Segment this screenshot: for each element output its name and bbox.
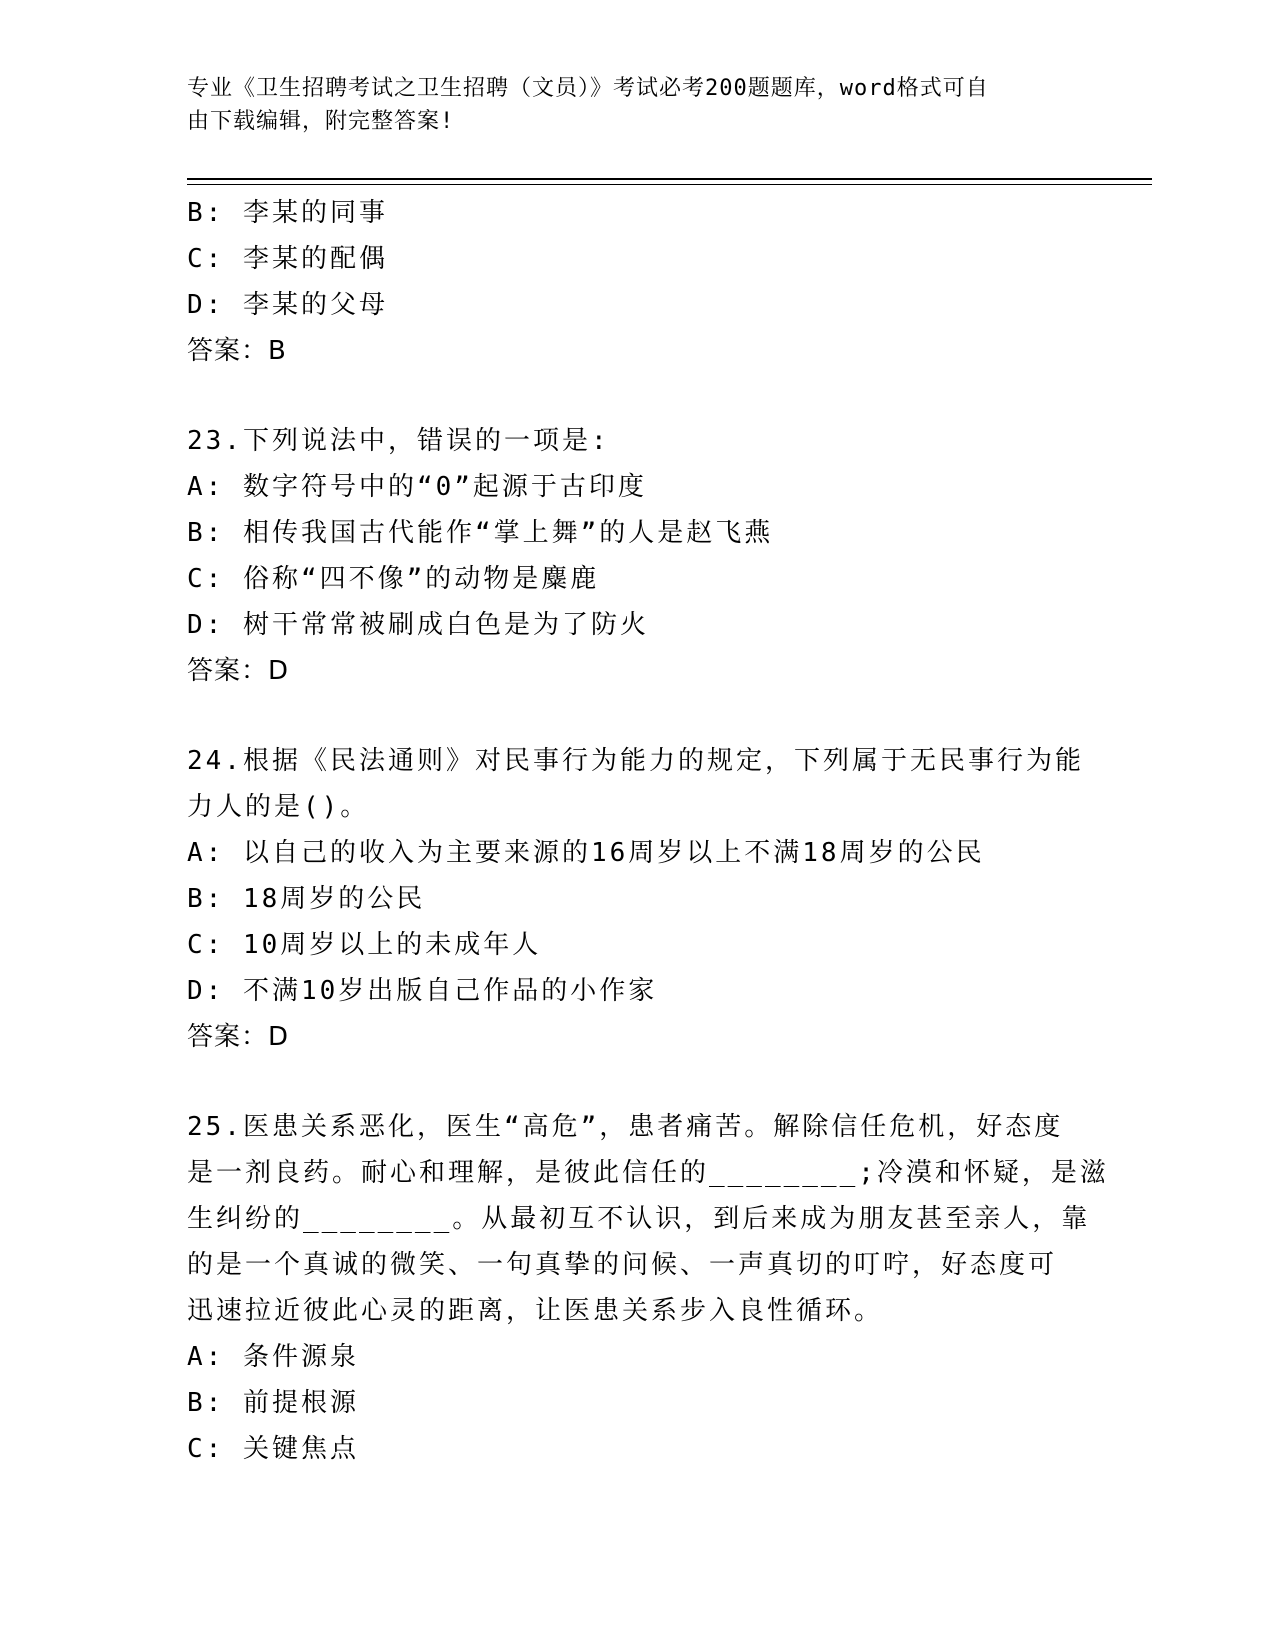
option-c: C: 俗称“四不像”的动物是麋鹿 <box>187 564 600 594</box>
question-stem-line-1: 25.医患关系恶化，医生“高危”，患者痛苦。解除信任危机，好态度 <box>187 1112 1064 1142</box>
option-a: A: 条件源泉 <box>187 1342 359 1372</box>
option-c: C: 关键焦点 <box>187 1434 359 1464</box>
header-divider-thin <box>187 184 1152 185</box>
option-b: B: 18周岁的公民 <box>187 884 426 914</box>
question-stem-line-2: 是一剂良药。耐心和理解，是彼此信任的________;冷漠和怀疑，是滋 <box>187 1158 1109 1188</box>
option-c: C: 李某的配偶 <box>187 244 388 274</box>
question-22 <box>187 190 1087 374</box>
question-stem-line-2: 力人的是()。 <box>187 792 370 822</box>
question-stem-line-3: 生纠纷的________。从最初互不认识，到后来成为朋友甚至亲人，靠 <box>187 1204 1091 1234</box>
answer-label: 答案：D <box>187 1022 290 1052</box>
answer-label: 答案：B <box>187 336 287 366</box>
option-b: B: 前提根源 <box>187 1388 359 1418</box>
question-stem: 23.下列说法中，错误的一项是: <box>187 426 610 456</box>
option-b: B: 相传我国古代能作“掌上舞”的人是赵飞燕 <box>187 518 774 548</box>
question-stem-line-5: 迅速拉近彼此心灵的距离，让医患关系步入良性循环。 <box>187 1296 884 1326</box>
question-list <box>187 190 1109 1472</box>
option-a: A: 数字符号中的“0”起源于古印度 <box>187 472 647 502</box>
option-d: D: 树干常常被刷成白色是为了防火 <box>187 610 649 640</box>
answer-label: 答案：D <box>187 656 290 686</box>
option-d: D: 李某的父母 <box>187 290 388 320</box>
question-stem-line-1: 24.根据《民法通则》对民事行为能力的规定，下列属于无民事行为能 <box>187 746 1084 776</box>
question-25 <box>187 1104 1109 1472</box>
question-23 <box>187 418 1087 694</box>
header-line-1: 专业《卫生招聘考试之卫生招聘（文员）》考试必考200题题库，word格式可自 <box>187 76 989 101</box>
option-b: B: 李某的同事 <box>187 198 388 228</box>
option-c: C: 10周岁以上的未成年人 <box>187 930 542 960</box>
question-stem-line-4: 的是一个真诚的微笑、一句真挚的问候、一声真切的叮咛，好态度可 <box>187 1250 1058 1280</box>
document-header <box>187 72 1067 138</box>
header-line-2: 由下载编辑，附完整答案! <box>187 109 455 134</box>
header-divider-thick <box>187 178 1152 180</box>
option-d: D: 不满10岁出版自己作品的小作家 <box>187 976 658 1006</box>
question-24 <box>187 738 1087 1060</box>
option-a: A: 以自己的收入为主要来源的16周岁以上不满18周岁的公民 <box>187 838 985 868</box>
